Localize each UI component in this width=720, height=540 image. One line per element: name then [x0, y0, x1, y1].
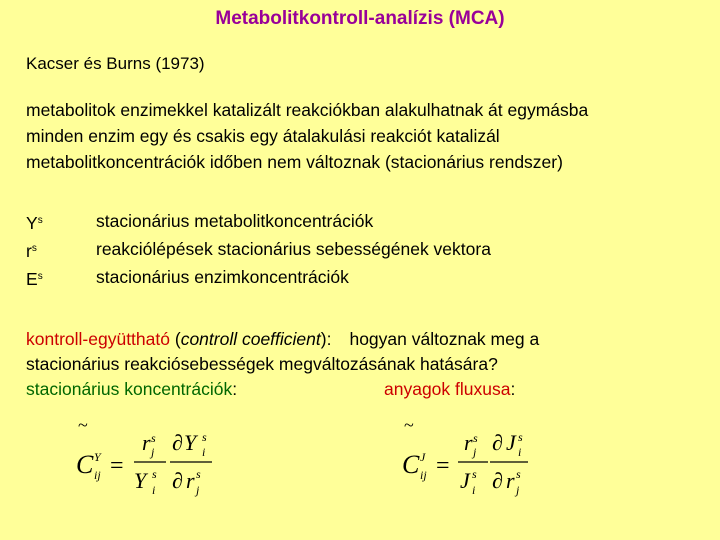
definition-row — [26, 208, 491, 236]
page-title: Metabolitkontroll-analízis (MCA) — [215, 8, 505, 29]
svg-text:i: i — [518, 445, 522, 459]
svg-text:J: J — [420, 450, 426, 464]
assumptions-paragraph — [26, 97, 588, 175]
svg-text:j: j — [516, 483, 520, 497]
svg-text:s: s — [196, 467, 201, 481]
svg-text:J: J — [460, 468, 470, 493]
svg-text:j: j — [196, 483, 200, 497]
svg-text:j: j — [473, 445, 477, 459]
definition-symbol: $Y^s$ — [26, 213, 43, 233]
svg-text:~: ~ — [78, 415, 88, 435]
svg-text:ij: ij — [94, 468, 101, 482]
flux-coefficient-formula — [396, 415, 556, 513]
svg-text:r: r — [142, 430, 151, 455]
control-term: kontroll-együttható — [26, 329, 170, 349]
assumption-line: minden enzim egy és csakis egy átalakulási reakciót katalizál — [26, 126, 500, 146]
definition-text: stacionárius metabolitkoncentrációk — [96, 211, 374, 231]
svg-text:J: J — [506, 430, 516, 455]
assumption-line: metabolitok enzimekkel katalizált reakciókban alakulhatnak át egymásba — [26, 100, 589, 120]
svg-text:r: r — [506, 468, 515, 493]
svg-text:i: i — [202, 445, 206, 459]
svg-text:i: i — [152, 483, 156, 497]
reference: Kacser és Burns (1973) — [26, 54, 205, 73]
svg-text:Y: Y — [134, 468, 147, 493]
question-line-2: stacionárius reakciósebességek megváltozásának hatására? — [26, 354, 498, 374]
svg-text:i: i — [472, 483, 476, 497]
definition-row — [26, 236, 491, 264]
svg-text:∂: ∂ — [172, 430, 183, 455]
svg-text:∂: ∂ — [492, 468, 503, 493]
definition-symbol: $r^s$ — [26, 241, 37, 261]
svg-text:Y: Y — [94, 450, 101, 464]
svg-text:r: r — [186, 468, 195, 493]
svg-text:C: C — [76, 450, 94, 479]
svg-text:s: s — [152, 467, 157, 481]
flux-label: anyagok fluxusa — [384, 379, 511, 399]
definition-symbol: $E^s$ — [26, 269, 43, 289]
control-coefficient-section — [26, 327, 539, 402]
svg-text:j: j — [151, 445, 155, 459]
svg-text:r: r — [464, 430, 473, 455]
svg-text:s: s — [473, 431, 478, 445]
svg-text:=: = — [436, 453, 450, 479]
svg-text:∂: ∂ — [172, 468, 183, 493]
svg-text:s: s — [202, 430, 207, 444]
svg-text:s: s — [518, 430, 523, 444]
assumption-line: metabolitkoncentrációk időben nem változnak (stacionárius rendszer) — [26, 152, 563, 172]
svg-text:∂: ∂ — [492, 430, 503, 455]
definitions-list — [26, 208, 491, 292]
svg-text:Y: Y — [184, 430, 197, 455]
svg-text:ij: ij — [420, 468, 427, 482]
definition-row — [26, 264, 491, 292]
svg-text:=: = — [110, 453, 124, 479]
svg-text:C: C — [402, 450, 420, 479]
svg-text:s: s — [516, 467, 521, 481]
definition-text: stacionárius enzimkoncentrációk — [96, 267, 349, 287]
control-line-3: stacionárius koncentrációk: anyagok fluxusa: — [26, 379, 516, 399]
definition-text: reakciólépések stacionárius sebességének vektora — [96, 239, 491, 259]
svg-text:s: s — [151, 431, 156, 445]
question-line-1: hogyan változnak meg a — [349, 329, 540, 349]
svg-text:~: ~ — [404, 415, 414, 435]
svg-text:s: s — [472, 467, 477, 481]
control-line-1: kontroll-együttható (controll coefficient): hogyan változnak meg a — [26, 329, 540, 349]
control-term-en: controll coefficient — [180, 329, 321, 349]
concentration-coefficient-formula — [70, 415, 230, 513]
concentration-label: stacionárius koncentrációk — [26, 379, 233, 399]
